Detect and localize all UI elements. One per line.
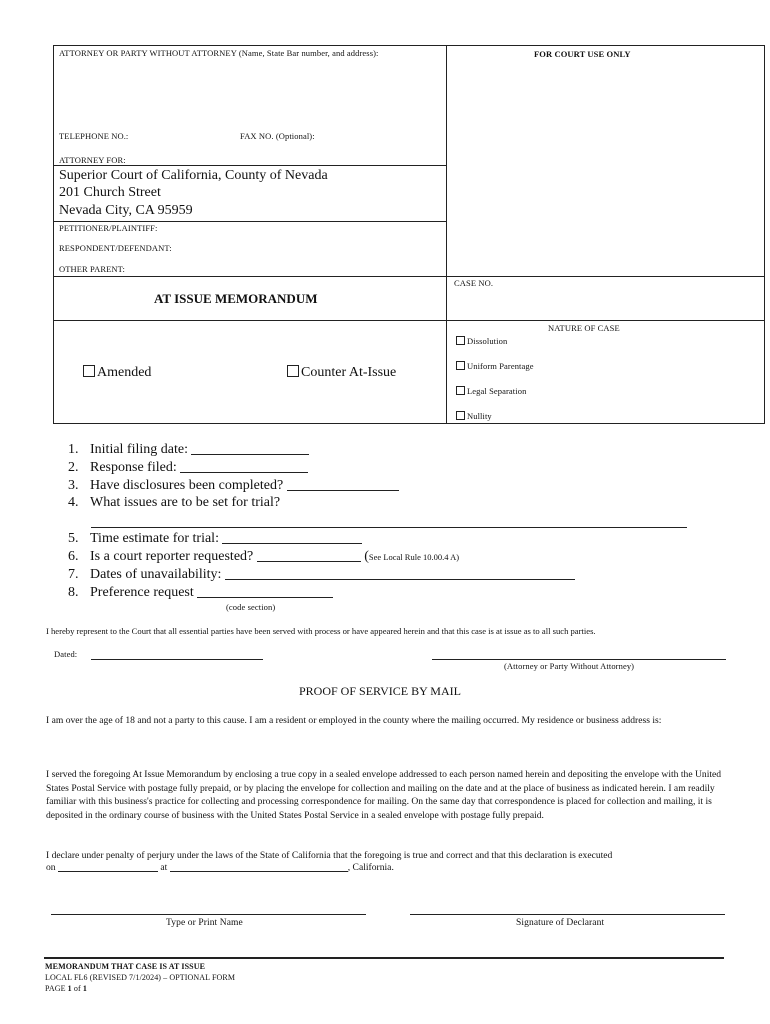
execution-date-field[interactable] (58, 862, 158, 872)
court-city: Nevada City, CA 95959 (59, 203, 193, 218)
nature-option-uniform-parentage[interactable] (456, 361, 534, 371)
at-label: at (160, 862, 168, 873)
respondent-label: RESPONDENT/DEFENDANT: (59, 243, 172, 253)
time-estimate-field[interactable] (222, 531, 362, 544)
rule-note: See Local Rule 10.00.4 A) (368, 552, 460, 562)
page-number: 1 (67, 984, 72, 993)
proof-title: PROOF OF SERVICE BY MAIL (299, 684, 461, 698)
petitioner-label: PETITIONER/PLAINTIFF: (59, 223, 158, 233)
legal-separation-label: Legal Separation (467, 386, 527, 396)
item-label: What issues are to be set for trial? (90, 495, 281, 510)
nullity-checkbox[interactable] (456, 411, 465, 420)
item-label: Initial filing date: (90, 442, 188, 457)
telephone-label: TELEPHONE NO.: (59, 131, 129, 141)
divider-case-type (53, 320, 765, 321)
item-unavailability (68, 567, 575, 583)
case-no-label: CASE NO. (454, 278, 494, 288)
amended-label: Amended (97, 365, 152, 380)
footer-page (45, 984, 87, 993)
item-number: 3. (68, 478, 79, 493)
trial-issues-field[interactable] (91, 527, 687, 528)
court-reporter-field[interactable] (257, 549, 361, 562)
item-label: Is a court reporter requested? (90, 549, 254, 564)
item-preference-request (68, 585, 333, 601)
proof-paragraph-2: I served the foregoing At Issue Memorandum by enclosing a true copy in a sealed envelope addressed to each person named herein and depositing the envelope with the United States Postal Service with postage fully prepaid, or by placing the envelope for collection and mailing on the date and at the place of business as indicated herein. I am readily familiar with this business's practice for collecting and processing correspondence for mailing. On the same day that correspondence is placed for collection and mailing, it is deposited in the ordinary course of business with the United States Postal Service in a sealed envelope with postage fully prepaid. (46, 769, 722, 821)
attorney-for-label: ATTORNEY FOR: (59, 155, 126, 165)
amended-checkbox-box[interactable] (83, 365, 95, 377)
page-total: 1 (82, 984, 87, 993)
dated-field[interactable] (91, 659, 263, 660)
type-name-label: Type or Print Name (166, 918, 243, 928)
representation-text: I hereby represent to the Court that all essential parties have been served with process or have appeared herein and that this case is at issue as to all such parties. (46, 626, 596, 636)
legal-separation-checkbox[interactable] (456, 386, 465, 395)
uniform-parentage-checkbox[interactable] (456, 361, 465, 370)
header-box (53, 45, 765, 424)
item-time-estimate (68, 531, 362, 547)
nature-of-case-label: NATURE OF CASE (548, 323, 620, 333)
item-response-filed (68, 460, 308, 476)
page-prefix: PAGE (45, 984, 68, 993)
proof-paragraph-1: I am over the age of 18 and not a party to this cause. I am a resident or employed in the county where the mailing occurred. My residence or business address is: (46, 715, 662, 726)
item-court-reporter (68, 549, 459, 565)
footer-rule (44, 957, 724, 959)
page-of: of (71, 984, 83, 993)
item-label: Preference request (90, 585, 194, 600)
execution-place-field[interactable] (170, 862, 348, 872)
divider-parties (53, 221, 447, 222)
counter-checkbox-box[interactable] (287, 365, 299, 377)
execution-line (46, 862, 394, 873)
nullity-label: Nullity (467, 411, 492, 421)
preference-request-field[interactable] (197, 585, 333, 598)
footer-title: MEMORANDUM THAT CASE IS AT ISSUE (45, 962, 206, 971)
dissolution-label: Dissolution (467, 336, 508, 346)
signature-line[interactable] (410, 914, 725, 915)
divider-court-address (53, 165, 447, 166)
divider-title (53, 276, 765, 277)
disclosures-field[interactable] (287, 478, 399, 491)
amended-checkbox[interactable] (83, 365, 151, 381)
dated-label: Dated: (54, 649, 78, 659)
form-title: AT ISSUE MEMORANDUM (154, 291, 318, 306)
item-number: 1. (68, 442, 79, 457)
header-vertical-divider (446, 45, 447, 424)
item-number: 2. (68, 460, 79, 475)
code-section-label: (code section) (226, 602, 276, 612)
signature-label: Signature of Declarant (516, 918, 605, 928)
declaration-text: I declare under penalty of perjury under the laws of the State of California that the foregoing is true and correct and that this declaration is executed (46, 850, 613, 861)
response-filed-field[interactable] (180, 460, 308, 473)
nature-option-dissolution[interactable] (456, 336, 507, 346)
item-number: 6. (68, 549, 79, 564)
attorney-label: ATTORNEY OR PARTY WITHOUT ATTORNEY (Name, State Bar number, and address): (59, 48, 379, 58)
rule-note-paren: ( (364, 549, 369, 564)
unavailability-field[interactable] (225, 567, 575, 580)
item-label: Dates of unavailability: (90, 567, 222, 582)
item-disclosures (68, 478, 399, 494)
counter-at-issue-checkbox[interactable] (287, 365, 396, 381)
nature-option-legal-separation[interactable] (456, 386, 526, 396)
type-name-line[interactable] (51, 914, 366, 915)
item-initial-filing-date (68, 442, 309, 458)
court-name: Superior Court of California, County of Nevada (59, 168, 328, 183)
uniform-parentage-label: Uniform Parentage (467, 361, 534, 371)
california-label: , California. (347, 862, 394, 873)
counter-label: Counter At-Issue (301, 365, 397, 380)
footer-revised: LOCAL FL6 (REVISED 7/1/2024) – OPTIONAL FORM (45, 973, 236, 982)
initial-filing-date-field[interactable] (191, 442, 309, 455)
item-number: 7. (68, 567, 79, 582)
item-number: 5. (68, 531, 79, 546)
dissolution-checkbox[interactable] (456, 336, 465, 345)
fax-label: FAX NO. (Optional): (240, 131, 315, 141)
nature-option-nullity[interactable] (456, 411, 492, 421)
other-parent-label: OTHER PARENT: (59, 264, 125, 274)
attorney-signature-label: (Attorney or Party Without Attorney) (504, 661, 635, 671)
item-trial-issues (68, 495, 280, 511)
item-number: 8. (68, 585, 79, 600)
item-number: 4. (68, 495, 79, 510)
item-label: Have disclosures been completed? (90, 478, 284, 493)
item-label: Response filed: (90, 460, 177, 475)
attorney-signature-line[interactable] (432, 659, 726, 660)
on-label: on (46, 862, 56, 873)
item-label: Time estimate for trial: (90, 531, 219, 546)
court-use-label: FOR COURT USE ONLY (534, 49, 631, 59)
court-street: 201 Church Street (59, 185, 161, 200)
